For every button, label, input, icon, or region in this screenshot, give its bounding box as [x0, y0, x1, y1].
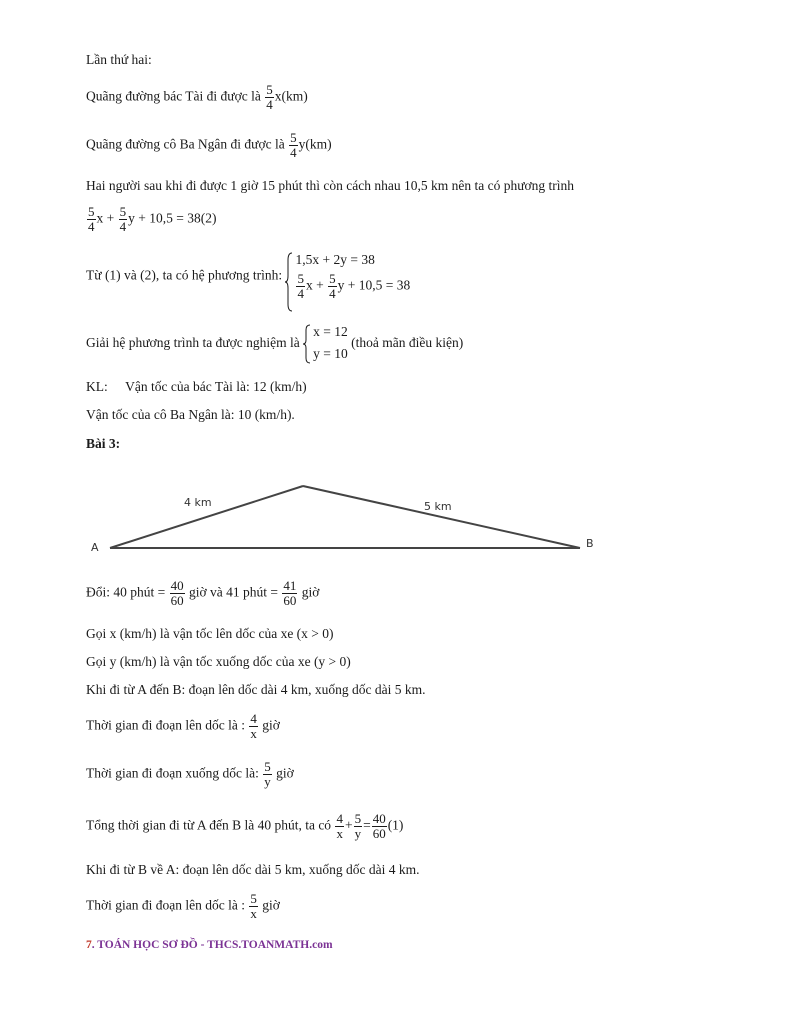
footer-text: . TOÁN HỌC SƠ ĐỒ - THCS.TOANMATH.com [91, 939, 333, 951]
brace-icon [285, 252, 293, 312]
fraction: $\frac{40}{60}$ [170, 578, 184, 608]
system-row: x = 12 [313, 324, 348, 339]
text: Từ (1) và (2), ta có hệ phương trình: [86, 267, 283, 283]
text: (1) [387, 817, 404, 833]
brace-icon [303, 324, 311, 364]
text: (thoả mãn điều kiện) [351, 335, 464, 351]
line-hai-nguoi: Hai người sau khi đi được 1 giờ 15 phút thì còn cách nhau 10,5 km nên ta có phương trình [86, 178, 575, 193]
fraction: $\frac{5}{y}$ [354, 811, 362, 841]
heading-bai-3: Bài 3: [86, 436, 121, 451]
text: y + 10,5 = 38(2) [128, 210, 217, 226]
downhill-line [303, 486, 580, 548]
page-number: 7 [86, 939, 92, 951]
label-a: A [91, 541, 99, 554]
line-quang-duong-co-ba-ngan [86, 131, 332, 160]
fraction: $\frac{5}{4}$ [329, 271, 336, 301]
line-van-toc-co-ba-ngan: Vận tốc của cô Ba Ngân là: 10 (km/h). [86, 407, 295, 422]
text: y(km) [298, 136, 332, 152]
line-thoi-gian-len-doc [86, 712, 280, 741]
fraction: $\frac{5}{4}$ [88, 204, 95, 234]
text: Thời gian đi đoạn lên dốc là : [86, 717, 245, 733]
text: Đổi: 40 phút = [86, 584, 166, 600]
line-goi-y: Gọi y (km/h) là vận tốc xuống dốc của xe (y > 0) [86, 654, 351, 669]
text: Quãng đường cô Ba Ngân đi được là [86, 136, 285, 152]
fraction: $\frac{5}{4}$ [290, 130, 297, 160]
line-kl [86, 379, 307, 395]
fraction: $\frac{4}{x}$ [336, 811, 343, 841]
line-thoi-gian-xuong-doc [86, 760, 294, 789]
equation-2 [86, 205, 216, 234]
system-row: 1,5x + 2y = 38 [295, 252, 375, 267]
fraction: $\frac{5}{4}$ [266, 82, 273, 112]
label-5km: 5 km [424, 500, 452, 513]
text: x(km) [274, 88, 308, 104]
text: giờ [262, 897, 280, 913]
line-tu-b-ve-a: Khi đi từ B về A: đoạn lên dốc dài 5 km, xuống dốc dài 4 km. [86, 862, 420, 877]
text: giờ và 41 phút = [189, 584, 278, 600]
line-goi-x: Gọi x (km/h) là vận tốc lên dốc của xe (x > 0) [86, 626, 334, 641]
text: Vận tốc của bác Tài là: 12 (km/h) [125, 379, 307, 394]
solution-system [303, 324, 348, 362]
equation-1: Tổng thời gian đi từ A đến B là 40 phút, ta có $\frac{4}{x}$ + $\frac{5}{y}$ = $\frac{40}{60}$ (1) [86, 811, 404, 841]
fraction: $\frac{5}{4}$ [297, 271, 304, 301]
line-tu-a-den-b: Khi đi từ A đến B: đoạn lên dốc dài 4 km, xuống dốc dài 5 km. [86, 682, 426, 697]
page-footer [86, 939, 333, 951]
text: Thời gian đi đoạn lên dốc là : [86, 897, 245, 913]
line-doi [86, 579, 319, 608]
fraction: $\frac{40}{60}$ [372, 811, 386, 841]
line-quang-duong-bac-tai [86, 83, 308, 112]
text: x + [96, 210, 115, 226]
text: Thời gian đi đoạn xuống dốc là: [86, 765, 259, 781]
fraction: $\frac{41}{60}$ [283, 578, 297, 608]
line-he-phuong-trinh [86, 252, 410, 301]
line-lan-thu-hai: Lần thứ hai: [86, 52, 152, 67]
text: Giải hệ phương trình ta được nghiệm là [86, 335, 300, 351]
system-row: y = 10 [313, 346, 348, 361]
text: KL: [86, 379, 108, 394]
fraction: $\frac{5}{x}$ [250, 891, 257, 921]
line-nghiem [86, 326, 463, 362]
text: giờ [262, 717, 280, 733]
equation-system [285, 252, 410, 301]
text: Tổng thời gian đi từ A đến B là 40 phút, ta có [86, 817, 332, 833]
text: giờ [301, 584, 320, 600]
line-thoi-gian-len-doc-2 [86, 892, 280, 921]
fraction: $\frac{5}{y}$ [264, 759, 271, 789]
label-4km: 4 km [184, 496, 212, 509]
text: Quãng đường bác Tài đi được là [86, 88, 261, 104]
slope-diagram [86, 478, 606, 562]
fraction: $\frac{4}{x}$ [250, 711, 257, 741]
system-row: $\frac{5}{4}$ x + $\frac{5}{4}$ y + 10,5 = 38 [297, 271, 411, 301]
label-b: B [586, 537, 594, 550]
text: giờ [276, 765, 294, 781]
fraction: $\frac{5}{4}$ [119, 204, 127, 234]
